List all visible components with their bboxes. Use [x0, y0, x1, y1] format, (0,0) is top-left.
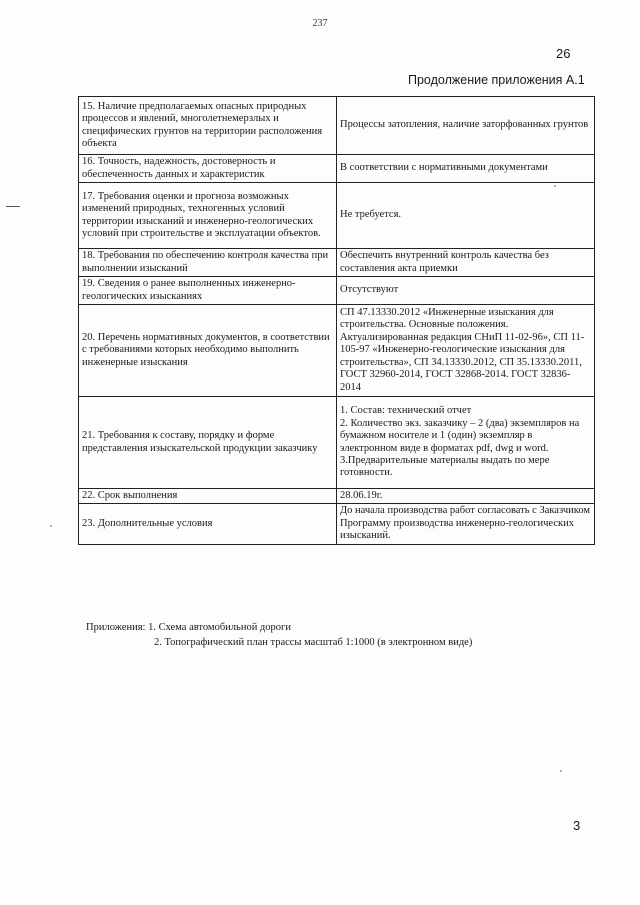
footer-page-number: 3 — [573, 818, 581, 833]
requirement-value: Отсутствуют — [337, 277, 595, 305]
requirement-label: 22. Срок выполнения — [79, 489, 337, 504]
requirement-value: СП 47.13330.2012 «Инженерные изыскания для строительства. Основные положения. Актуализированная редакция СНиП 11-02-96», СП 11-105-97 «Инженерно-геологические изыскания для строительства», СП 34.13330.2012, СП 35.13330.2011, ГОСТ 32960-2014, ГОСТ 32868-2014. ГОСТ 32836-2014 — [337, 305, 595, 397]
requirement-value: До начала производства работ согласовать с Заказчиком Программу производства инженерно-геологических изысканий. — [337, 504, 595, 544]
requirement-value: В соответствии с нормативными документами — [337, 155, 595, 183]
table-row — [79, 305, 595, 397]
requirement-label: 16. Точность, надежность, достоверность и обеспеченность данных и характеристик — [79, 155, 337, 183]
requirement-value — [337, 397, 595, 489]
scan-speck — [560, 770, 562, 772]
scan-speck — [50, 525, 52, 527]
requirement-label: 20. Перечень нормативных документов, в соответствии с требованиями которых необходимо выполнить инженерные изыскания — [79, 305, 337, 397]
requirement-value-line: 2. Количество экз. заказчику – 2 (два) экземпляров на бумажном носителе и 1 (один) экземпляр в электронном виде в форматах pdf, dwg и word. — [340, 417, 580, 454]
table-row — [79, 277, 595, 305]
table-row — [79, 397, 595, 489]
requirement-label: 15. Наличие предполагаемых опасных природных процессов и явлений, многолетнемерзлых и специфических грунтов на территории расположения объекта — [79, 97, 337, 155]
table-row — [79, 504, 595, 544]
attachments-block — [86, 620, 472, 650]
page-number: 26 — [556, 46, 571, 61]
table-row — [79, 249, 595, 277]
requirement-label: 18. Требования по обеспечению контроля качества при выполнении изысканий — [79, 249, 337, 277]
margin-mark — [6, 206, 20, 207]
requirement-label: 17. Требования оценки и прогноза возможных изменений природных, техногенных условий территории изысканий и инженерно-геологических условий при строительстве и эксплуатации объектов. — [79, 183, 337, 249]
requirement-value: Процессы затопления, наличие заторфованных грунтов — [337, 97, 595, 155]
requirements-table — [78, 96, 595, 545]
requirement-label: 23. Дополнительные условия — [79, 504, 337, 544]
table-row — [79, 183, 595, 249]
attachment-line: Приложения: 1. Схема автомобильной дороги — [86, 622, 291, 633]
table-row — [79, 97, 595, 155]
requirement-label: 21. Требования к составу, порядку и форме представления изыскательской продукции заказчику — [79, 397, 337, 489]
top-page-number: 237 — [312, 18, 328, 29]
requirement-value-line: 1. Состав: технический отчет — [340, 405, 472, 417]
requirement-label: 19. Сведения о ранее выполненных инженерно-геологических изысканиях — [79, 277, 337, 305]
requirement-value: 28.06.19г. — [337, 489, 595, 504]
attachment-line: 2. Топографический план трассы масштаб 1:1000 (в электронном виде) — [154, 637, 473, 648]
table-row — [79, 489, 595, 504]
table-row — [79, 155, 595, 183]
requirement-value: Не требуется. — [337, 183, 595, 249]
appendix-title: Продолжение приложения А.1 — [408, 73, 585, 87]
requirement-value: Обеспечить внутренний контроль качества без составления акта приемки — [337, 249, 595, 277]
requirement-value-line: 3.Предварительные материалы выдать по мере готовности. — [340, 454, 550, 479]
